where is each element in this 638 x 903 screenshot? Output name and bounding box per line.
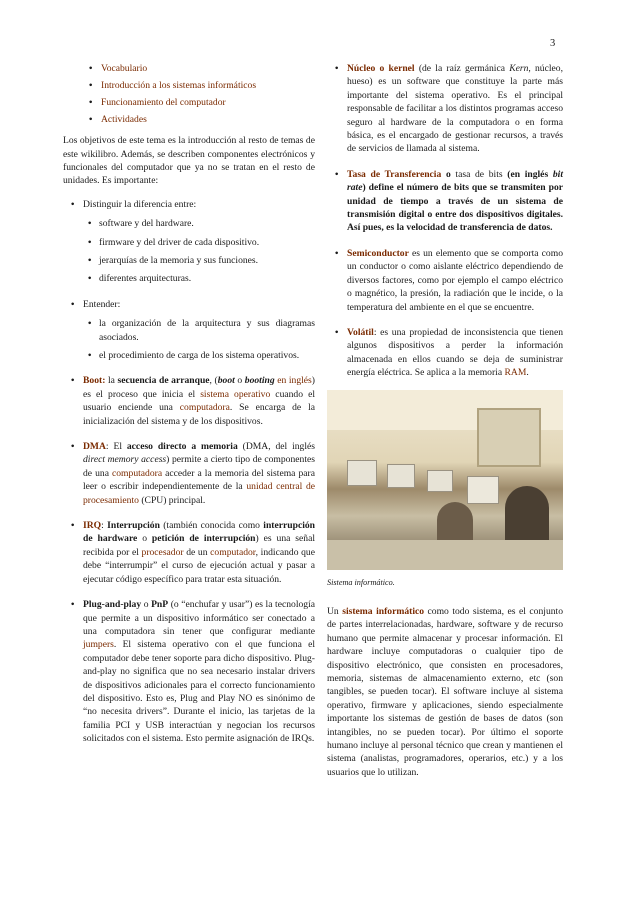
list-item-distinguir (63, 198, 315, 286)
text: Interrupción (107, 520, 160, 532)
text: petición de interrupción (151, 533, 256, 545)
link-computadora[interactable]: computadora (112, 467, 163, 479)
text: Kern (509, 63, 529, 74)
right-column (327, 62, 563, 789)
link-jumpers[interactable]: jumpers (83, 639, 114, 651)
contents-link-vocabulario[interactable]: • Vocabulario (85, 62, 315, 75)
text: , indicando que debe “interrumpir” el curso de ejecución actual y pasar a ejecutar código específico para tratar esta situación. (83, 546, 315, 585)
link-computador[interactable]: computador (210, 546, 256, 558)
sistema-term-link[interactable]: sistema informático (342, 605, 425, 617)
entender-sublist (83, 317, 315, 362)
text: : El (105, 441, 127, 453)
text: . (526, 367, 529, 379)
nucleo-term-link[interactable]: Núcleo o kernel (347, 63, 415, 74)
distinguir-label: Distinguir la diferencia entre: (83, 198, 197, 210)
distinguir-sublist (83, 217, 315, 286)
photo-caption: Sistema informático. (327, 577, 395, 587)
text: booting (244, 375, 275, 387)
definitions-list (327, 62, 563, 380)
text: o (441, 168, 456, 180)
text: o (234, 375, 245, 387)
link-sistema-operativo[interactable]: sistema operativo (200, 388, 271, 400)
definition-tasa (327, 168, 563, 235)
volatil-term-link[interactable]: Volátil (347, 326, 374, 338)
text: (de la raíz germánica (414, 63, 510, 74)
link-en-ingles[interactable]: en inglés (277, 375, 312, 387)
text: bit rate (347, 168, 563, 194)
text: . Se encarga de la inicialización del sistema y de los dispositivos. (83, 402, 315, 427)
monitor-shape (467, 476, 499, 504)
text: o (141, 599, 152, 611)
semi-term-link[interactable]: Semiconductor (347, 247, 409, 259)
link-unidad-central[interactable]: unidad central de procesamiento (83, 481, 315, 506)
text: Un (327, 605, 343, 617)
text: direct memory access (83, 454, 167, 466)
text: tasa de bits (455, 168, 503, 180)
blackboard-shape (477, 408, 541, 467)
text: Plug-and-play (83, 599, 142, 611)
list-item: • firmware y del driver de cada dispositivo. (83, 236, 315, 249)
link-ram[interactable]: RAM (504, 367, 527, 379)
text: como todo sistema, es el conjunto de partes interrelacionadas, hardware, software y de recurso humano que permite almacenar y procesar información. El hardware incluye computadoras o cualquier tipo de dispositivo electrónico, que consisten en procesadores, memoria, sistemas de almacenamiento externo, etc (son tangibles, se pueden tocar). El software incluye al sistema operativo, firmware y aplicaciones, siendo especialmente importante los sistemas de gestión de bases de datos (son intangibles, no se pueden tocar). Por último el soporte humano incluye al personal técnico que crean y mantienen el sistema (analistas, programadores, operarios, etc.) y a los usuarios que lo utilizan. (327, 605, 563, 778)
text: : (101, 520, 108, 532)
sistema-paragraph (327, 605, 563, 779)
text: ) permite a cierto tipo de componentes de una (83, 454, 315, 479)
objectives-list (63, 198, 315, 746)
definition-semiconductor (327, 247, 563, 314)
list-item: • jerarquías de la memoria y sus funciones. (83, 254, 315, 267)
definition-pnp (63, 598, 315, 745)
intro-paragraph: Los objetivos de este tema es la introducción al resto de temas de este wikilibro. Además, se describen componentes electrónicos y funcionales del computador que ya no se tratan en el resto de unidades. Es importante: (63, 135, 315, 187)
text: de un (183, 546, 211, 558)
irq-term-link[interactable]: IRQ (83, 520, 102, 532)
text: es un elemento que se comporta como un conductor o como aislante eléctrico dependiendo de diversos factores, como por ejemplo el campo eléctrico o magnético, la presión, la radiación que le incide, o la temperatura del ambiente en el que se encuentre. (347, 247, 563, 313)
text: : es una propiedad de inconsistencia que tienen algunos dispositivos a perder la información almacenada en ellos cuando se deja de suministrar energía eléctrica. Se aplica a la memoria (347, 326, 563, 379)
text: (CPU) principal. (138, 494, 206, 506)
definition-volatil (327, 326, 563, 380)
dma-term-link[interactable]: DMA (83, 441, 106, 453)
definition-irq (63, 519, 315, 586)
contents-link-funcionamiento[interactable]: • Funcionamiento del computador (85, 96, 315, 109)
text: , núcleo, hueso) es un software que constituye la parte más importante del sistema operativo. Es el principal responsable de facilitar a los distintos programas acceso seguro al hardware de la computadora o en forma básica, es el encargado de gestionar recursos, a través de servicios de llamada al sistema. (347, 63, 563, 155)
text: cuando el usuario enciende una (83, 388, 315, 414)
text: . El sistema operativo con el que funciona el computador debe tener soporte para dicho dispositivo. Plug-and-play no significa que no sea necesario instalar drivers de dispositivos adicionales para el correcto funcionamiento del dispositivo. Esto es, Plug and Play NO es sinónimo de “no necesita drivers”. Durante el inicio, las tarjetas de la familia PCI y USB interactúan y negocian los recursos solicitados con el sistema. Esto permite asignación de IRQs. (83, 639, 315, 745)
tasa-term-link[interactable]: Tasa de Transferencia (347, 168, 442, 180)
list-item: • diferentes arquitecturas. (83, 272, 315, 285)
definition-dma (63, 440, 315, 507)
list-item: • la organización de la arquitectura y sus diagramas asociados. (83, 317, 315, 344)
text: acceso directo a memoria (126, 441, 238, 453)
text: (o “enchufar y usar”) es la tecnología que permite a un dispositivo informático ser conectado a una computadora sin tener que configurar mediante (83, 599, 316, 637)
text: (en inglés (502, 168, 553, 180)
text: la (105, 375, 118, 387)
contents-list (63, 62, 315, 126)
left-column (63, 62, 315, 758)
monitor-shape (427, 470, 453, 492)
desk-shape (327, 540, 563, 570)
contents-link-actividades[interactable]: • Actividades (85, 113, 315, 126)
monitor-shape (387, 464, 415, 488)
list-item: • software y del hardware. (83, 217, 315, 230)
text: , ( (209, 375, 218, 387)
definition-nucleo (327, 62, 563, 156)
entender-label: Entender: (83, 298, 121, 310)
text: (también conocida como (159, 520, 264, 532)
list-item: • el procedimiento de carga de los sistema operativos. (83, 349, 315, 362)
text: (DMA, del inglés (237, 441, 316, 453)
text: acceder a la memoria del sistema para leer o escribir independientemente de la (83, 467, 315, 493)
text: boot (217, 375, 235, 387)
definition-boot (63, 374, 315, 428)
boot-term-link[interactable]: Boot: (83, 375, 106, 387)
text: ) define el número de bits que se transmiten por unidad de tiempo a través de un sistema de transmisión digital o entre dos dispositivos digitales. Así pues, es la velocidad de transferencia de datos. (347, 182, 563, 234)
page-number: 3 (550, 38, 556, 49)
link-computadora[interactable]: computadora (179, 402, 230, 414)
contents-link-introduccion[interactable]: • Introducción a los sistemas informáticos (85, 79, 315, 92)
computer-lab-photo (327, 390, 563, 570)
text: o (137, 533, 152, 545)
text: ) es una señal recibida por el (83, 533, 315, 558)
text: ) es el proceso que inicia el (83, 375, 315, 400)
text: secuencia de arranque (117, 375, 210, 387)
text: PnP (151, 599, 169, 611)
link-procesador[interactable]: procesador (141, 546, 184, 558)
text: interrupción de hardware (83, 520, 315, 545)
list-item-entender (63, 298, 315, 363)
monitor-shape (347, 460, 377, 486)
